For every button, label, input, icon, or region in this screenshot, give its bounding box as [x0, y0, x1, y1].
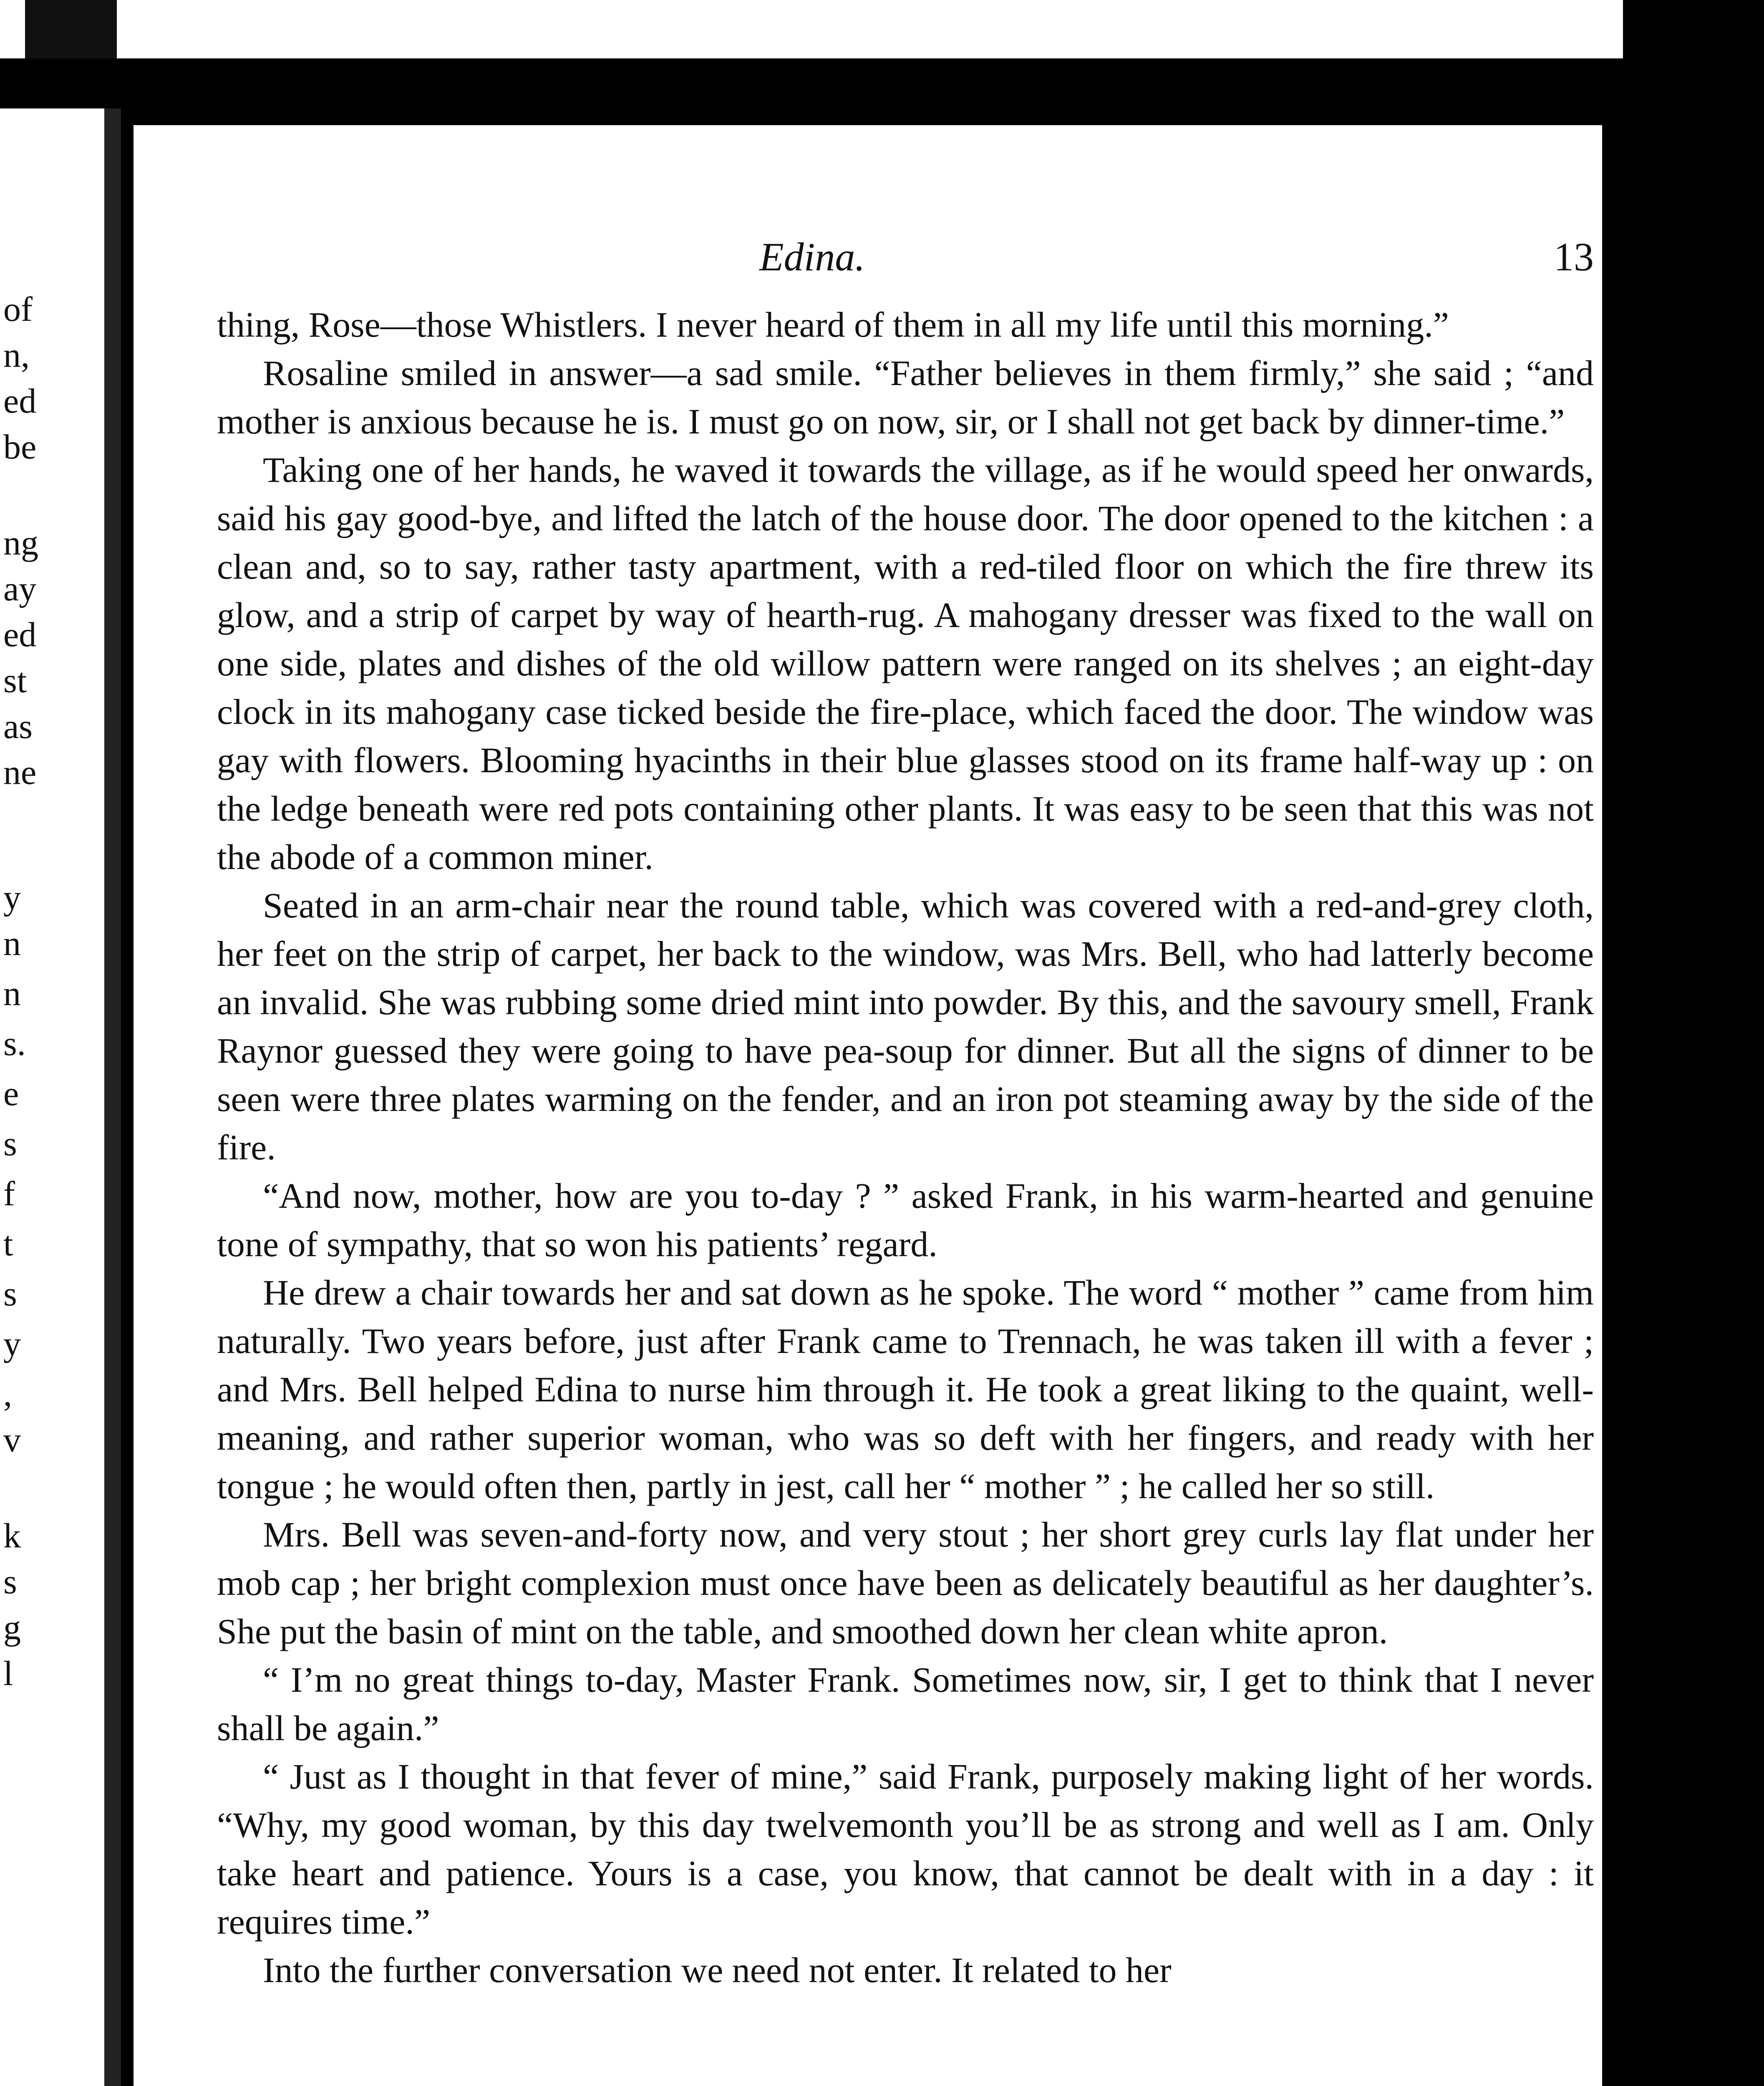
left-fragment-text: as: [3, 707, 33, 746]
left-fragment-text: ,: [3, 1375, 12, 1413]
left-fragment-text: n: [3, 924, 21, 963]
left-page-fragment: [0, 108, 121, 2086]
previous-page-edge: [125, 0, 1627, 58]
left-fragment-text: y: [3, 878, 21, 917]
running-title: Edina.: [759, 234, 865, 279]
left-fragment-text: be: [3, 428, 37, 466]
paragraph: “And now, mother, how are you to-day ? ” asked Frank, in his warm-hearted and genuine tone of sympathy, that so won his patients’ regard.: [217, 1176, 1594, 1264]
left-fragment-text: ay: [3, 569, 37, 608]
left-fragment-text: n,: [3, 336, 30, 375]
paragraph: Mrs. Bell was seven-and-forty now, and very stout ; her short grey curls lay flat under her mob cap ; her bright complexion must once have been as delicately beautiful as her daughter’s. She put the basin of mint on the table, and smoothed down her clean white apron.: [217, 1514, 1594, 1651]
paragraph: Seated in an arm-chair near the round table, which was covered with a red-and-grey cloth, her feet on the strip of carpet, her back to the window, was Mrs. Bell, who had latterly become an invalid. She was rubbing some dried mint into powder. By this, and the savoury smell, Frank Raynor guessed they were going to have pea-soup for dinner. But all the signs of dinner to be seen were three plates warming on the fender, and an iron pot steaming away by the side of the fire.: [217, 885, 1594, 1167]
page-content: [217, 234, 1594, 1994]
left-fragment-text: l: [3, 1654, 13, 1693]
adjacent-page-top-strip: [0, 0, 1764, 58]
scan-border: [1623, 0, 1764, 58]
paragraph: “ I’m no great things to-day, Master Frank. Sometimes now, sir, I get to think that I never shall be again.”: [217, 1660, 1594, 1748]
left-fragment-text: s: [3, 1124, 17, 1163]
left-fragment-text: ed: [3, 382, 37, 421]
paragraph: “ Just as I thought in that fever of mine,” said Frank, purposely making light of her words. “Why, my good woman, by this day twelvemonth you’ll be as strong and well as I am. Only take heart and patience. Yours is a case, you know, that cannot be dealt with in a day : it requires time.”: [217, 1756, 1594, 1942]
left-fragment-text: n: [3, 974, 21, 1013]
left-fragment-text: y: [3, 1325, 21, 1363]
left-fragment-text: st: [3, 661, 27, 700]
book-gutter: [104, 108, 121, 2086]
paragraph: thing, Rose—those Whistlers. I never heard of them in all my life until this morning.”: [217, 305, 1449, 345]
body-text: [217, 300, 1594, 1994]
left-fragment-text: v: [3, 1421, 21, 1459]
left-fragment-text: g: [3, 1608, 21, 1647]
binding-shadow: [25, 0, 117, 58]
left-fragment-text: ne: [3, 753, 37, 792]
paragraph: Rosaline smiled in answer—a sad smile. “Father believes in them firmly,” she said ; “and mother is anxious because he is. I must go on now, sir, or I shall not get back by dinner-time.”: [217, 353, 1594, 441]
book-page: [134, 125, 1602, 2086]
left-fragment-text: of: [3, 290, 33, 329]
left-fragment-text: t: [3, 1224, 13, 1263]
left-fragment-text: k: [3, 1517, 21, 1555]
left-fragment-text: e: [3, 1074, 19, 1113]
left-fragment-text: ng: [3, 524, 38, 562]
paragraph: Into the further conversation we need not enter. It related to her: [263, 1950, 1172, 1990]
page-header: [217, 234, 1594, 300]
paragraph: He drew a chair towards her and sat down as he spoke. The word “ mother ” came from him naturally. Two years before, just after Frank came to Trennach, he was taken ill with a fever ; and Mrs. Bell helped Edina to nurse him through it. He took a great liking to the quaint, well-meaning, and rather superior woman, who was so deft with her fingers, and ready with her tongue ; he would often then, partly in jest, call her “ mother ” ; he called her so still.: [217, 1272, 1594, 1506]
left-fragment-text: s.: [3, 1024, 26, 1063]
page-number: 13: [1554, 234, 1594, 279]
left-fragment-text: ed: [3, 615, 37, 654]
left-fragment-text: s: [3, 1562, 17, 1601]
left-fragment-text: f: [3, 1174, 15, 1213]
paragraph: Taking one of her hands, he waved it towards the village, as if he would speed her onwards, said his gay good-bye, and lifted the latch of the house door. The door opened to the kitchen : a clean and, so to say, rather tasty apartment, with a red-tiled floor on which the fire threw its glow, and a strip of carpet by way of hearth-rug. A mahogany dresser was fixed to the wall on one side, plates and dishes of the old willow pattern were ranged on its shelves ; an eight-day clock in its mahogany case ticked beside the fire-place, which faced the door. The window was gay with flowers. Blooming hyacinths in their blue glasses stood on its frame half-way up : on the ledge beneath were red pots containing other plants. It was easy to be seen that this was not the abode of a common miner.: [217, 450, 1594, 877]
left-fragment-text: s: [3, 1275, 17, 1313]
